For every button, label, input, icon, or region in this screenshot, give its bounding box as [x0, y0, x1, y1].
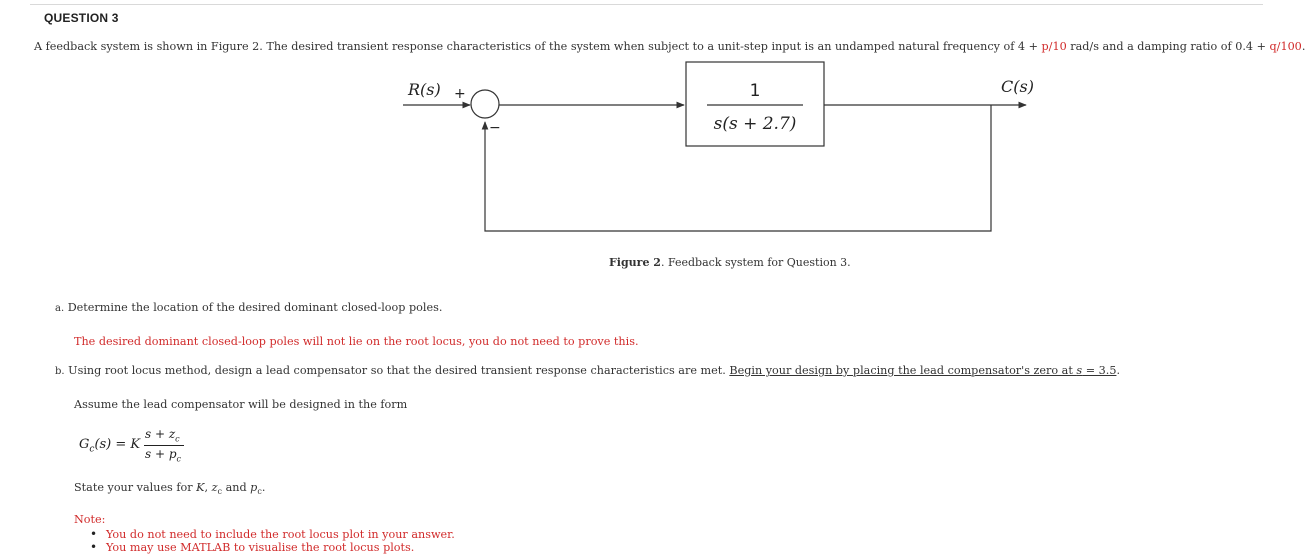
formula-lhs-symbol: G [79, 437, 90, 452]
zero-value: = 3.5 [1082, 364, 1117, 377]
note-item: • You do not need to include the root locus plot in your answer. [90, 528, 455, 541]
formula-fraction-bar [144, 445, 184, 446]
figure-caption [609, 256, 851, 270]
zero-var: s [1076, 364, 1083, 377]
intro-p-term: p/10 [1041, 40, 1067, 53]
question-title: QUESTION 3 [44, 11, 119, 25]
tf-denominator: s(s + 2.7) [713, 114, 797, 134]
state-end: . [261, 481, 266, 494]
formula-denominator [145, 447, 181, 463]
state-sep: , [204, 481, 212, 494]
state-prefix: State your values for [74, 481, 197, 494]
part-b-text: Using root locus method, design a lead compensator so that the desired transient response characteristics are met. [68, 364, 730, 377]
figure-caption-bold: Figure 2 [609, 256, 661, 269]
assume-text: Assume the lead compensator will be designed in the form [74, 398, 408, 411]
part-a-note: The desired dominant closed-loop poles will not lie on the root locus, you do not need to prove this. [74, 335, 639, 348]
note-item: • You may use MATLAB to visualise the root locus plots. [90, 541, 455, 554]
intro-q-term: q/100 [1269, 40, 1302, 53]
intro-text-1: A feedback system is shown in Figure 2. The desired transient response characteristics of the system when subject to a unit-step input is an undamped natural frequency of 4 + [34, 40, 1042, 53]
input-label: R(s) [408, 80, 441, 99]
state-z-sub: c [217, 487, 223, 497]
part-a-marker: a. [55, 303, 65, 314]
part-b-instruction-text: Begin your design by placing the lead compensator's zero at [729, 364, 1077, 377]
compensator-formula [79, 426, 279, 466]
formula-lhs [79, 437, 140, 455]
tf-numerator: 1 [749, 81, 761, 101]
part-b-instruction [729, 364, 1116, 377]
formula-numerator [145, 427, 180, 443]
note-label: Note: [74, 513, 106, 526]
part-a [55, 301, 442, 316]
note-list [90, 528, 455, 554]
intro-text-2: rad/s and a damping ratio of 0.4 + [1066, 40, 1270, 53]
state-p: p [250, 481, 258, 494]
part-a-text: Determine the location of the desired dominant closed-loop poles. [67, 301, 443, 314]
state-and: and [222, 481, 251, 494]
part-b-marker: b. [55, 366, 65, 377]
formula-denominator-text: s + p [145, 447, 177, 461]
formula-numerator-sub: c [175, 434, 180, 444]
part-b-end: . [1116, 364, 1121, 377]
state-k: K [196, 481, 205, 494]
formula-numerator-text: s + z [145, 427, 176, 441]
formula-lhs-sub: c [89, 444, 95, 455]
block-diagram [0, 0, 1267, 280]
part-b [55, 364, 1120, 379]
state-p-sub: c [257, 487, 262, 497]
formula-lhs-arg: (s) = K [94, 437, 141, 452]
state-z: z [211, 481, 218, 494]
summing-junction [471, 90, 499, 118]
state-values-text [74, 481, 265, 499]
figure-caption-text: . Feedback system for Question 3. [660, 256, 851, 269]
plus-sign: + [454, 86, 466, 102]
output-label: C(s) [1001, 77, 1034, 96]
formula-denominator-sub: c [176, 454, 182, 464]
minus-sign: − [489, 120, 501, 136]
